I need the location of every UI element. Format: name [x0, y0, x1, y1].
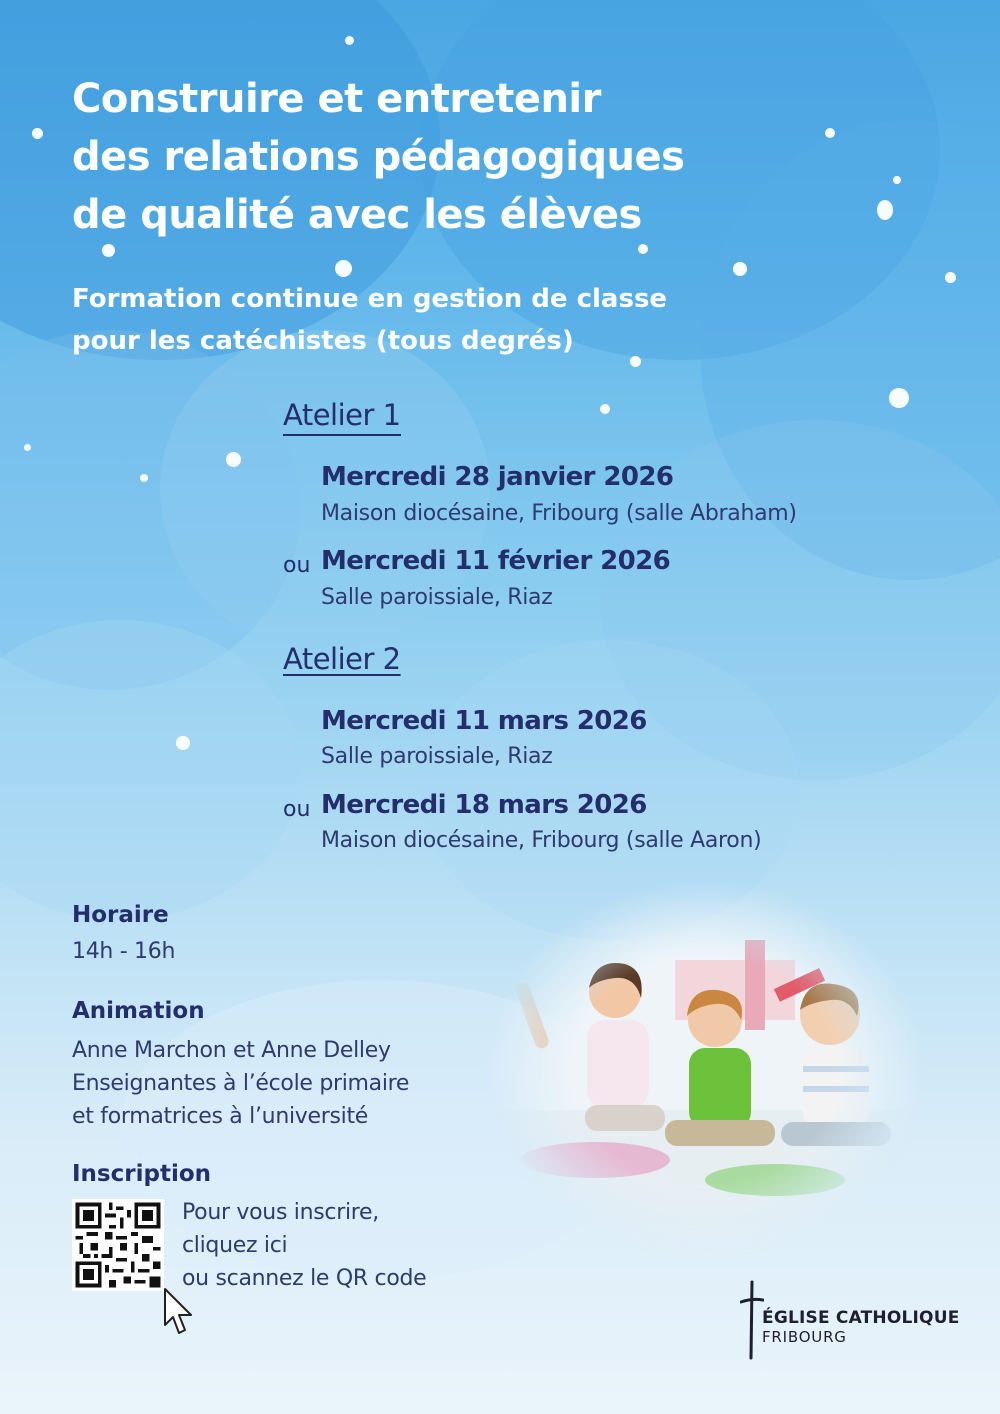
session-place: Maison diocésaine, Fribourg (salle Abraham) — [321, 501, 797, 526]
inscription-text[interactable] — [182, 1196, 426, 1295]
animation-line: Enseignantes à l’école primaire — [72, 1071, 410, 1096]
subtitle-line: pour les catéchistes (tous degrés) — [72, 326, 574, 356]
subtitle-line: Formation continue en gestion de classe — [72, 284, 668, 314]
animation-text — [72, 1034, 409, 1133]
atelier-2-heading: Atelier 2 — [283, 642, 401, 676]
title-line: de qualité avec les élèves — [72, 192, 642, 238]
cross-icon — [740, 1280, 764, 1360]
animation-label: Animation — [72, 998, 205, 1024]
logo-text-line1: ÉGLISE CATHOLIQUE — [762, 1308, 960, 1328]
horaire-value: 14h - 16h — [72, 939, 176, 964]
session-or-label: ou — [283, 797, 311, 822]
session-place: Salle paroissiale, Riaz — [321, 585, 553, 610]
inscription-line: Pour vous inscrire, — [182, 1200, 379, 1225]
animation-line: Anne Marchon et Anne Delley — [72, 1038, 391, 1063]
animation-line: et formatrices à l’université — [72, 1104, 369, 1129]
register-link[interactable]: cliquez ici — [182, 1233, 288, 1258]
session-date: Mercredi 11 février 2026 — [321, 546, 671, 576]
page-title — [72, 70, 772, 244]
inscription-line: ou scannez le QR code — [182, 1266, 427, 1291]
session-date: Mercredi 11 mars 2026 — [321, 706, 647, 736]
session-date: Mercredi 28 janvier 2026 — [321, 462, 674, 492]
eglise-catholique-logo — [740, 1280, 960, 1360]
session-place: Maison diocésaine, Fribourg (salle Aaron) — [321, 828, 762, 853]
logo-text-line2: FRIBOURG — [762, 1328, 847, 1346]
horaire-label: Horaire — [72, 902, 169, 928]
subtitle — [72, 278, 772, 362]
children-photo — [485, 880, 925, 1260]
title-line: des relations pédagogiques — [72, 134, 685, 180]
title-line: Construire et entretenir — [72, 76, 601, 122]
session-place: Salle paroissiale, Riaz — [321, 744, 553, 769]
session-date: Mercredi 18 mars 2026 — [321, 790, 647, 820]
qr-code-icon[interactable] — [72, 1199, 164, 1291]
session-or-label: ou — [283, 553, 311, 578]
atelier-1-heading: Atelier 1 — [283, 398, 401, 436]
inscription-label: Inscription — [72, 1161, 211, 1187]
